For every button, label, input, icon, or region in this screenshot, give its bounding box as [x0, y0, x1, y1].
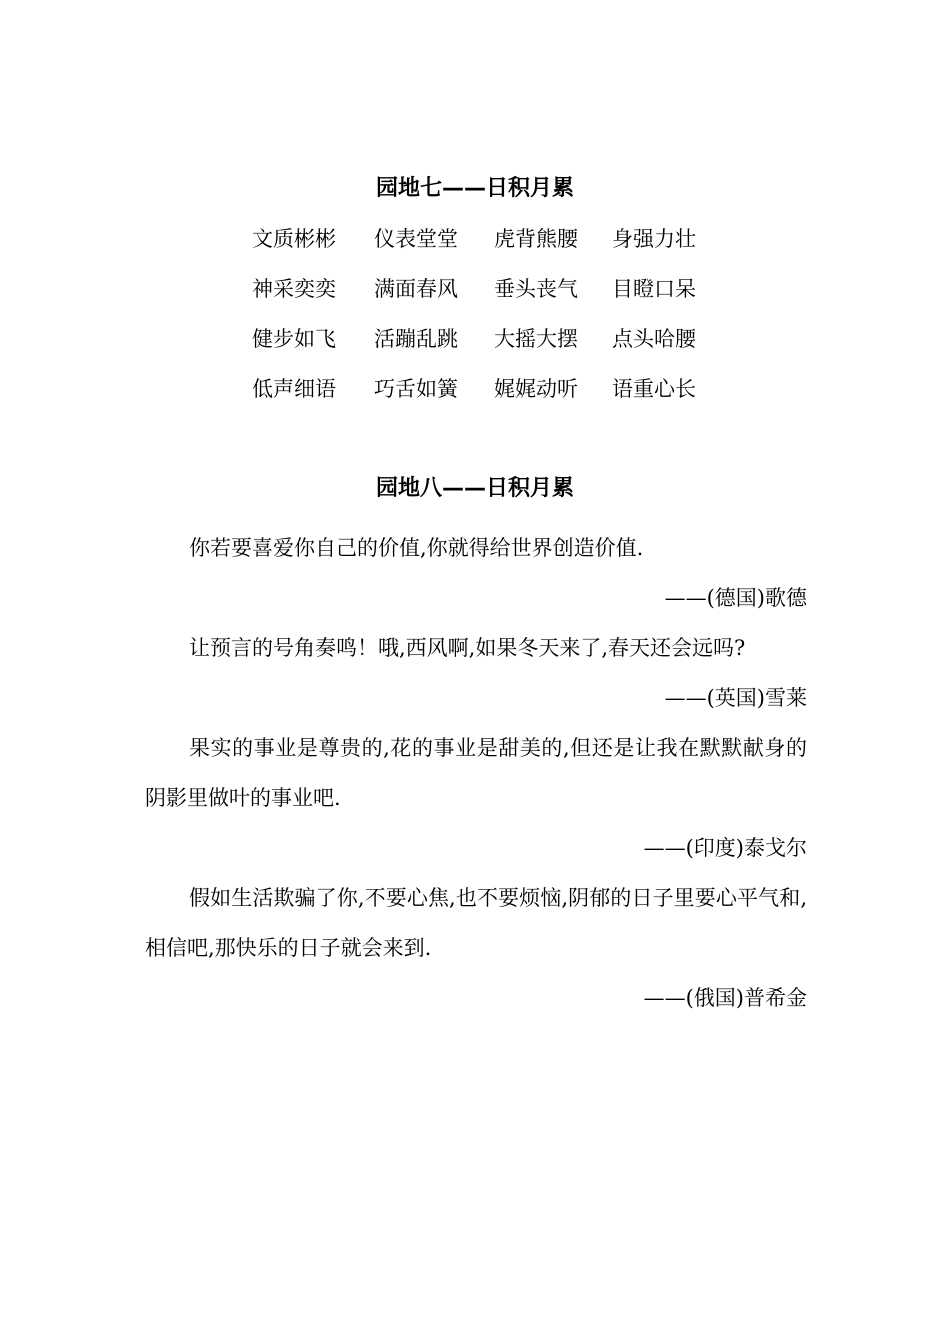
idiom: 虎背熊腰: [494, 227, 578, 251]
quote-text: 假如生活欺骗了你,不要心焦,也不要烦恼,阴郁的日子里要心平气和,相信吧,那快乐的日子就会来到.: [145, 886, 807, 960]
idiom-row: [0, 324, 950, 374]
quotes-list: [145, 523, 807, 1023]
idiom: 低声细语: [252, 377, 336, 401]
quote-author: ——(英国)雪莱: [664, 686, 807, 710]
idiom: 垂头丧气: [494, 277, 578, 301]
quote-text: 让预言的号角奏鸣！哦,西风啊,如果冬天来了,春天还会远吗?: [189, 636, 746, 660]
section-8-title: 园地八——日积月累: [375, 476, 574, 501]
idiom: 大摇大摆: [494, 327, 578, 351]
idiom: 满面春风: [374, 277, 458, 301]
quote-text: 果实的事业是尊贵的,花的事业是甜美的,但还是让我在默默献身的阴影里做叶的事业吧.: [145, 736, 807, 810]
idiom-row: [0, 224, 950, 274]
idiom: 点头哈腰: [612, 327, 696, 351]
idiom: 语重心长: [612, 377, 696, 401]
idiom: 神采奕奕: [252, 277, 336, 301]
idiom: 活蹦乱跳: [374, 327, 458, 351]
idiom: 巧舌如簧: [374, 377, 458, 401]
idiom: 文质彬彬: [252, 227, 336, 251]
idiom: 目瞪口呆: [612, 277, 696, 301]
section-7-title: 园地七——日积月累: [375, 176, 574, 201]
idiom: 娓娓动听: [494, 377, 578, 401]
idiom: 仪表堂堂: [374, 227, 458, 251]
quote-author: ——(俄国)普希金: [643, 986, 807, 1010]
idiom: 身强力壮: [612, 227, 696, 251]
idiom-grid: [0, 224, 950, 424]
idiom: 健步如飞: [252, 327, 336, 351]
idiom-row: [0, 274, 950, 324]
quote-text: 你若要喜爱你自己的价值,你就得给世界创造价值.: [189, 536, 644, 560]
quote-author: ——(印度)泰戈尔: [643, 836, 807, 860]
quote-author: ——(德国)歌德: [664, 586, 807, 610]
idiom-row: [0, 374, 950, 424]
